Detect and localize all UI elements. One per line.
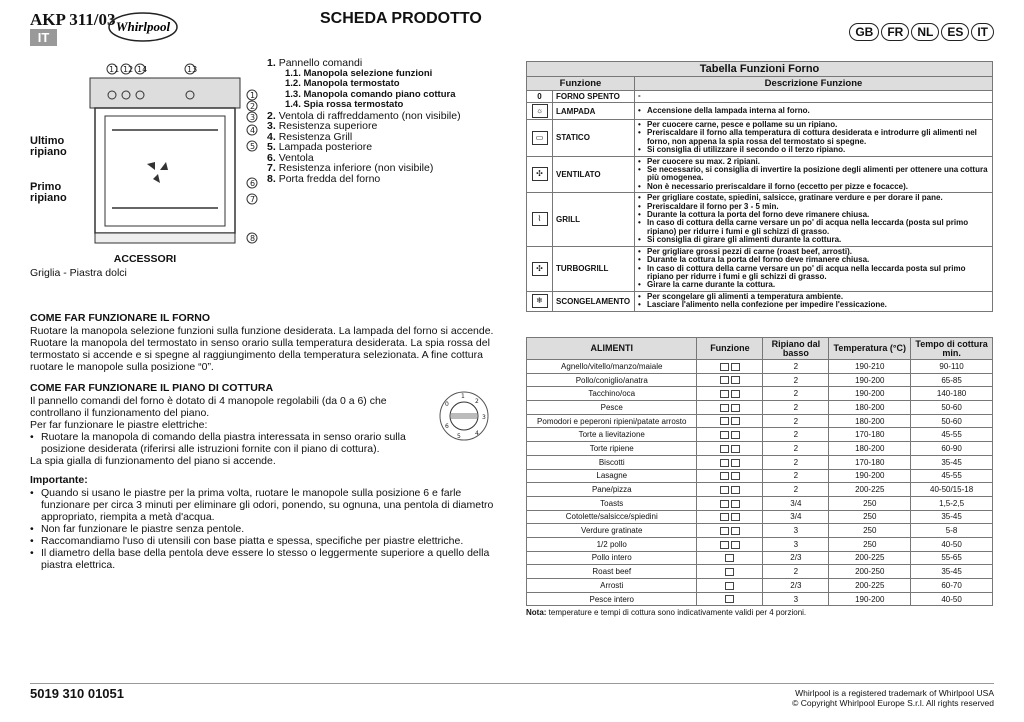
svg-text:0: 0 <box>445 401 449 408</box>
oven-diagram <box>60 58 265 248</box>
temperature: 190-200 <box>829 373 911 387</box>
top-shelf-label: Ultimo ripiano <box>30 135 67 158</box>
cooking-time: 40-50 <box>911 592 993 606</box>
oven-function-icon <box>731 486 740 494</box>
language-nl: NL <box>911 23 939 41</box>
oven-function-icon <box>731 459 740 467</box>
functions-row <box>527 291 993 311</box>
function-description-line: • Non è necessario preriscaldare il forno (eccetto per pizze e focacce). <box>638 183 989 191</box>
function-icons <box>697 483 763 497</box>
important-item: • Raccomandiamo l'uso di utensili con base piatta e spessa, specifiche per piastre elettriche. <box>30 535 500 547</box>
function-icon-cell <box>527 193 553 246</box>
function-icons <box>697 579 763 593</box>
parts-list-item: 5. Lampada posteriore <box>267 141 373 153</box>
cooking-time: 35-45 <box>911 565 993 579</box>
temperature: 200-225 <box>829 579 911 593</box>
temperature: 190-200 <box>829 469 911 483</box>
food-name: Toasts <box>527 496 697 510</box>
cooking-table-row <box>527 496 993 510</box>
cooking-time: 5-8 <box>911 524 993 538</box>
svg-text:12: 12 <box>123 65 134 74</box>
oven-function-icon <box>731 527 740 535</box>
parts-list-item: 1.2. Manopola termostato <box>285 78 400 89</box>
function-description <box>635 120 993 157</box>
function-icons <box>697 510 763 524</box>
functions-row <box>527 91 993 103</box>
function-icons <box>697 414 763 428</box>
cooking-table <box>526 337 993 606</box>
important-item: • Quando si usano le piastre per la prima volta, ruotare le manopole sulla posizione 6 e farle funzionare per circa 3 minuti per eliminare gli odori, ponendo, su ognuna, una pentola di diametro appropriato, riempita a metà d'acqua. <box>30 487 500 523</box>
parts-list-item: 6. Ventola <box>267 151 314 164</box>
temperature: 200-225 <box>829 483 911 497</box>
cooking-table-header: Tempo di cottura min. <box>911 338 993 360</box>
function-description-line: • Girare la carne durante la cottura. <box>638 281 989 289</box>
trademark-notice: Whirlpool is a registered trademark of Whirlpool USA © Copyright Whirlpool Europe S.r.l. All rights reserved <box>792 688 994 708</box>
function-description-line: • Per grigliare grossi pezzi di carne (roast beef, arrosti). <box>638 248 989 256</box>
function-description-line: • Durante la cottura la porta del forno deve rimanere chiusa. <box>638 211 989 219</box>
shelf-level: 2 <box>763 387 829 401</box>
parts-list-item: 1. Pannello comandi <box>267 57 363 69</box>
cooking-table-row <box>527 414 993 428</box>
product-code: 5019 310 01051 <box>30 686 124 701</box>
cooking-time: 50-60 <box>911 414 993 428</box>
language-gb: GB <box>849 23 879 41</box>
cooking-table-row <box>527 551 993 565</box>
cooking-table-row <box>527 565 993 579</box>
shelf-level: 2 <box>763 455 829 469</box>
oven-instructions-text: Ruotare la manopola selezione funzioni sulla funzione desiderata. La lampada del forno si accende. Ruotare la manopola del termostato in senso orario sulla temperatura desiderata. La spia rossa del termostato si accende e si spegne al raggiungimento della temperatura selezionata. A fine cottura ruotare le manopole sulla posizione “0”. <box>30 325 494 373</box>
function-icon-cell <box>527 246 553 291</box>
parts-list-item: 8. Porta fredda del forno <box>267 172 381 185</box>
function-icons <box>697 537 763 551</box>
svg-text:3: 3 <box>250 113 256 122</box>
food-name: Pomodori e peperoni ripieni/patate arrosto <box>527 414 697 428</box>
function-description <box>635 103 993 120</box>
function-icons <box>697 496 763 510</box>
function-icons <box>697 592 763 606</box>
hob-text: La spia gialla di funzionamento del piano si accende. <box>30 455 276 467</box>
svg-text:8: 8 <box>250 234 256 243</box>
oven-function-icon <box>720 390 729 398</box>
food-name: Torte a lievitazione <box>527 428 697 442</box>
function-description-line: - <box>638 91 641 101</box>
shelf-level: 2/3 <box>763 551 829 565</box>
temperature: 170-180 <box>829 428 911 442</box>
shelf-level: 2 <box>763 360 829 374</box>
oven-function-icon <box>731 404 740 412</box>
svg-text:14: 14 <box>137 65 148 74</box>
cooking-time: 90-110 <box>911 360 993 374</box>
language-badge: IT <box>30 29 57 46</box>
functions-row <box>527 193 993 246</box>
cooking-time: 60-90 <box>911 442 993 456</box>
oven-function-icon <box>725 595 734 603</box>
page-title: SCHEDA PRODOTTO <box>320 10 482 27</box>
bottom-shelf-label: Primo ripiano <box>30 181 67 204</box>
function-icons <box>697 428 763 442</box>
food-name: Pane/pizza <box>527 483 697 497</box>
function-description-line: • In caso di cottura della carne versare un po' di acqua nella leccarda (posta sul primo ripiano) per ridurre i fumi e gli schizzi di grasso. <box>638 219 989 236</box>
cooking-table-row <box>527 483 993 497</box>
svg-text:4: 4 <box>475 430 479 437</box>
food-name: Pollo/coniglio/anatra <box>527 373 697 387</box>
oven-function-icon <box>720 513 729 521</box>
temperature: 170-180 <box>829 455 911 469</box>
language-it: IT <box>971 23 994 41</box>
hob-step: • Ruotare la manopola di comando della piastra interessata in senso orario sulla posizione desiderata (riferirsi alle istruzioni fornite con il piano di cottura). <box>30 431 435 455</box>
svg-text:5: 5 <box>250 142 256 151</box>
cooking-time: 60-70 <box>911 579 993 593</box>
parts-list-item: 4. Resistenza Grill <box>267 130 353 143</box>
function-name: VENTILATO <box>553 156 635 193</box>
oven-function-icon <box>731 376 740 384</box>
parts-list-item: 3. Resistenza superiore <box>267 120 378 132</box>
oven-function-icon <box>720 431 729 439</box>
shelf-level: 3/4 <box>763 510 829 524</box>
cooking-table-row <box>527 524 993 538</box>
function-icon-cell <box>527 120 553 157</box>
cooking-table-header: ALIMENTI <box>527 338 697 360</box>
cooking-table-row <box>527 579 993 593</box>
shelf-level: 2 <box>763 565 829 579</box>
function-icons <box>697 565 763 579</box>
functions-row <box>527 120 993 157</box>
svg-text:3: 3 <box>482 414 486 421</box>
oven-function-icon <box>720 376 729 384</box>
temperature: 180-200 <box>829 401 911 415</box>
cooking-table-row <box>527 428 993 442</box>
cooking-table-row <box>527 537 993 551</box>
oven-function-icon <box>720 363 729 371</box>
function-description-line: • Si consiglia di girare gli alimenti durante la cottura. <box>638 236 989 244</box>
column-header: Descrizione Funzione <box>635 77 993 91</box>
function-description <box>635 156 993 193</box>
svg-text:2: 2 <box>250 102 256 111</box>
oven-function-icon <box>720 527 729 535</box>
oven-function-icon <box>731 431 740 439</box>
cooking-time: 40-50/15-18 <box>911 483 993 497</box>
language-selector <box>849 23 994 41</box>
hob-instructions <box>30 382 435 467</box>
food-name: Pesce intero <box>527 592 697 606</box>
function-description-line: • Accensione della lampada interna al forno. <box>638 107 989 115</box>
function-description-line: • Preriscaldare il forno alla temperatura di cottura desiderata e introdurre gli alimenti nel forno, non appena la spia rossa del termostato si spegne. <box>638 129 989 146</box>
svg-text:1: 1 <box>250 91 256 100</box>
oven-function-icon <box>720 417 729 425</box>
food-name: Tacchino/oca <box>527 387 697 401</box>
function-icons <box>697 442 763 456</box>
cooking-table-row <box>527 455 993 469</box>
food-name: Agnello/vitello/manzo/maiale <box>527 360 697 374</box>
oven-instructions <box>30 312 500 373</box>
temperature: 190-210 <box>829 360 911 374</box>
function-icons <box>697 524 763 538</box>
shelf-level: 2 <box>763 401 829 415</box>
oven-function-icon <box>731 500 740 508</box>
temperature: 180-200 <box>829 442 911 456</box>
cooking-time: 40-50 <box>911 537 993 551</box>
functions-row <box>527 156 993 193</box>
function-description-line: • Si consiglia di utilizzare il secondo o il terzo ripiano. <box>638 146 989 154</box>
function-description <box>635 91 993 103</box>
cooking-table-header: Temperatura (°C) <box>829 338 911 360</box>
function-description <box>635 193 993 246</box>
function-icons <box>697 455 763 469</box>
function-description-line: • Durante la cottura la porta del forno deve rimanere chiusa. <box>638 256 989 264</box>
lamp-icon: ☼ <box>532 104 548 118</box>
language-es: ES <box>941 23 969 41</box>
important-item: • Non far funzionare le piastre senza pentole. <box>30 523 500 535</box>
food-name: 1/2 pollo <box>527 537 697 551</box>
fan-icon: ✣ <box>532 167 548 181</box>
svg-text:6: 6 <box>445 423 449 430</box>
cooking-table-row <box>527 401 993 415</box>
functions-row <box>527 103 993 120</box>
accessories-text: Griglia - Piastra dolci <box>30 267 127 279</box>
cooking-time: 50-60 <box>911 401 993 415</box>
important-item: • Il diametro della base della pentola deve essere lo stesso o leggermente superiore a quello della piastra elettrica. <box>30 547 500 571</box>
parts-list-item: 1.4. Spia rossa termostato <box>285 99 404 110</box>
oven-function-icon <box>720 500 729 508</box>
temperature: 200-225 <box>829 551 911 565</box>
turbogrill-icon: ✣ <box>532 262 548 276</box>
cooking-table-row <box>527 387 993 401</box>
oven-function-icon <box>731 472 740 480</box>
defrost-icon: ❄ <box>532 294 548 308</box>
svg-text:11: 11 <box>109 65 120 74</box>
hob-knob-diagram <box>437 388 492 443</box>
function-icon-cell: 0 <box>527 91 553 103</box>
function-description <box>635 291 993 311</box>
footer-divider <box>30 683 994 684</box>
temperature: 200-250 <box>829 565 911 579</box>
function-description-line: • Se necessario, si consiglia di invertire la posizione degli alimenti per ottenere una cottura più omogenea. <box>638 166 989 183</box>
grill-icon: ⌇ <box>532 212 548 226</box>
food-name: Pesce <box>527 401 697 415</box>
shelf-level: 2 <box>763 483 829 497</box>
cooking-table-header: Funzione <box>697 338 763 360</box>
cooking-time: 55-65 <box>911 551 993 565</box>
function-name: LAMPADA <box>553 103 635 120</box>
shelf-level: 2 <box>763 428 829 442</box>
function-icons <box>697 387 763 401</box>
shelf-level: 2/3 <box>763 579 829 593</box>
function-name: FORNO SPENTO <box>553 91 635 103</box>
svg-text:5: 5 <box>457 433 461 440</box>
parts-list-item: 1.1. Manopola selezione funzioni <box>285 67 433 79</box>
accessories-section <box>30 253 260 279</box>
function-description-line: • Lasciare l'alimento nella confezione per impedire l'essicazione. <box>638 301 989 309</box>
oven-instructions-title: COME FAR FUNZIONARE IL FORNO <box>30 312 211 324</box>
shelf-level: 2 <box>763 469 829 483</box>
svg-text:13: 13 <box>187 65 198 74</box>
function-icons <box>697 373 763 387</box>
svg-text:4: 4 <box>250 126 256 135</box>
oven-function-icon <box>720 486 729 494</box>
food-name: Biscotti <box>527 455 697 469</box>
parts-list-item: 7. Resistenza inferiore (non visibile) <box>267 162 434 174</box>
temperature: 180-200 <box>829 414 911 428</box>
parts-list-item: 1.3. Manopola comando piano cottura <box>285 88 456 100</box>
function-name: SCONGELAMENTO <box>553 291 635 311</box>
cooking-time: 35-45 <box>911 455 993 469</box>
model-number: AKP 311/03 <box>30 10 116 29</box>
svg-text:1: 1 <box>461 393 465 400</box>
function-icon-cell <box>527 103 553 120</box>
temperature: 250 <box>829 496 911 510</box>
function-description-line: • Per scongelare gli alimenti a temperatura ambiente. <box>638 293 989 301</box>
temperature: 250 <box>829 510 911 524</box>
cooking-time: 65-85 <box>911 373 993 387</box>
shelf-level: 2 <box>763 442 829 456</box>
important-title: Importante: <box>30 474 88 486</box>
function-name: GRILL <box>553 193 635 246</box>
function-name: TURBOGRILL <box>553 246 635 291</box>
cooking-table-row <box>527 373 993 387</box>
important-section <box>30 474 500 571</box>
food-name: Pollo intero <box>527 551 697 565</box>
function-description-line: • Per cuocere carne, pesce e pollame su un ripiano. <box>638 121 989 129</box>
function-icons <box>697 551 763 565</box>
cooking-time: 140-180 <box>911 387 993 401</box>
svg-text:7: 7 <box>250 195 256 204</box>
oven-function-icon <box>720 459 729 467</box>
cooking-table-row <box>527 510 993 524</box>
functions-row <box>527 246 993 291</box>
hob-instructions-title: COME FAR FUNZIONARE IL PIANO DI COTTURA <box>30 382 274 394</box>
function-name: STATICO <box>553 120 635 157</box>
shelf-level: 2 <box>763 414 829 428</box>
cooking-table-row <box>527 469 993 483</box>
oven-function-icon <box>731 363 740 371</box>
shelf-level: 3 <box>763 524 829 538</box>
static-icon: ▭ <box>532 131 548 145</box>
shelf-level: 2 <box>763 373 829 387</box>
oven-function-icon <box>720 445 729 453</box>
cooking-time: 45-55 <box>911 428 993 442</box>
svg-text:Whirlpool: Whirlpool <box>115 19 171 34</box>
function-icon-cell <box>527 156 553 193</box>
cooking-time: 35-45 <box>911 510 993 524</box>
oven-function-icon <box>720 472 729 480</box>
shelf-level: 3 <box>763 592 829 606</box>
function-description-line: • Per cuocere su max. 2 ripiani. <box>638 158 989 166</box>
hob-text: Per far funzionare le piastre elettriche: <box>30 419 208 431</box>
function-icon-cell <box>527 291 553 311</box>
oven-function-icon <box>731 513 740 521</box>
cooking-table-row <box>527 360 993 374</box>
accessories-title: ACCESSORI <box>113 253 177 265</box>
table-note: Nota: temperature e tempi di cottura sono indicativamente validi per 4 porzioni. <box>526 608 807 617</box>
function-icons <box>697 401 763 415</box>
cooking-table-row <box>527 592 993 606</box>
language-fr: FR <box>881 23 909 41</box>
temperature: 250 <box>829 537 911 551</box>
function-icons <box>697 469 763 483</box>
cooking-time: 45-55 <box>911 469 993 483</box>
temperature: 250 <box>829 524 911 538</box>
function-description-line: • In caso di cottura della carne versare un po' di acqua nella leccarda posta sul primo ripiano per ridurre i fumi e gli schizzi di grasso. <box>638 265 989 282</box>
function-description <box>635 246 993 291</box>
cooking-table-header: Ripiano dal basso <box>763 338 829 360</box>
shelf-level: 3/4 <box>763 496 829 510</box>
svg-text:2: 2 <box>475 398 479 405</box>
food-name: Cotolette/salsicce/spiedini <box>527 510 697 524</box>
functions-table-title: Tabella Funzioni Forno <box>527 62 993 77</box>
oven-function-icon <box>725 582 734 590</box>
parts-list <box>267 58 461 184</box>
temperature: 190-200 <box>829 387 911 401</box>
svg-text:6: 6 <box>250 179 256 188</box>
food-name: Torte ripiene <box>527 442 697 456</box>
oven-function-icon <box>720 541 729 549</box>
oven-function-icon <box>720 404 729 412</box>
function-description-line: • Per grigliare costate, spiedini, salsicce, gratinare verdure e per dorare il pane. <box>638 194 989 202</box>
whirlpool-logo <box>105 8 190 46</box>
function-description-line: • Preriscaldare il forno per 3 - 5 min. <box>638 203 989 211</box>
hob-text: Il pannello comandi del forno è dotato di 4 manopole regolabili (da 0 a 6) che controllano il funzionamento del piano. <box>30 395 387 419</box>
function-icons <box>697 360 763 374</box>
column-header: Funzione <box>527 77 635 91</box>
oven-function-icon <box>725 554 734 562</box>
parts-list-item: 2. Ventola di raffreddamento (non visibile) <box>267 109 461 122</box>
food-name: Lasagne <box>527 469 697 483</box>
oven-function-icon <box>731 445 740 453</box>
oven-function-icon <box>731 417 740 425</box>
cooking-table-row <box>527 442 993 456</box>
oven-function-icon <box>725 568 734 576</box>
cooking-time: 1,5-2,5 <box>911 496 993 510</box>
shelf-level: 3 <box>763 537 829 551</box>
oven-function-icon <box>731 541 740 549</box>
temperature: 190-200 <box>829 592 911 606</box>
food-name: Arrosti <box>527 579 697 593</box>
food-name: Roast beef <box>527 565 697 579</box>
functions-table <box>526 61 993 312</box>
oven-function-icon <box>731 390 740 398</box>
food-name: Verdure gratinate <box>527 524 697 538</box>
